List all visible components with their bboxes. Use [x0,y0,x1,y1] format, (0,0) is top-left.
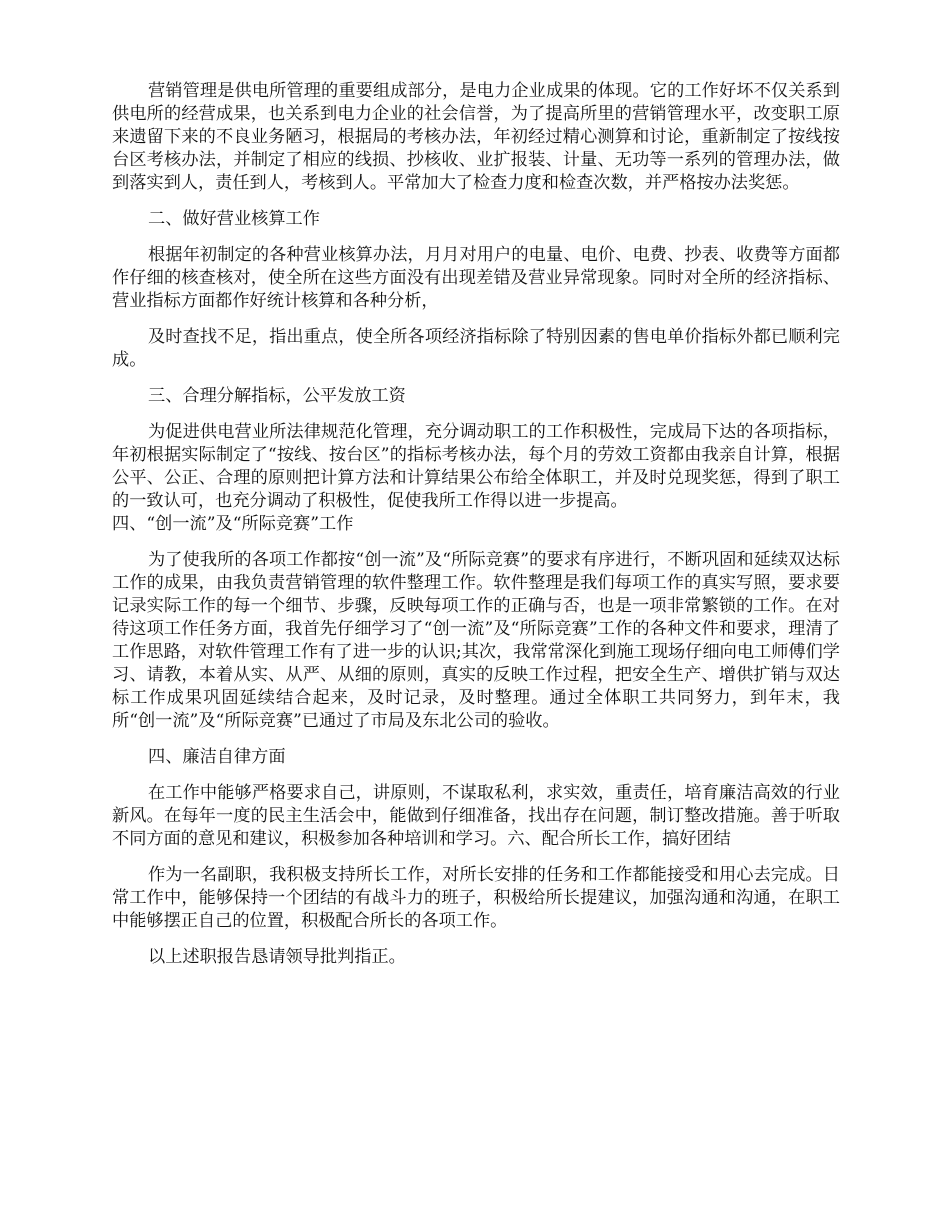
paragraph-first-class-competition: 为了使我所的各项工作都按“创一流”及“所际竞赛”的要求有序进行，不断巩固和延续双达标工作的成果，由我负责营销管理的软件整理工作。软件整理是我们每项工作的真实写照，要求要记录实际工作的每一个细节、步骤，反映每项工作的正确与否，也是一项非常繁锁的工作。在对待这项工作任务方面，我首先仔细学习了“创一流”及“所际竞赛”工作的各种文件和要求，理清了工作思路，对软件管理工作有了进一步的认识;其次，我常常深化到施工现场仔细向电工师傅们学习、请教，本着从实、从严、从细的原则，真实的反映工作过程，把安全生产、增供扩销与双达标工作成果巩固延续结合起来，及时记录，及时整理。通过全体职工共同努力，到年末，我所“创一流”及“所际竞赛”已通过了市局及东北公司的验收。 [112,550,840,731]
heading-indicator-breakdown: 三、合理分解指标，公平发放工资 [148,386,406,406]
paragraph-support-director: 作为一名副职，我积极支持所长工作，对所长安排的任务和工作都能接受和用心去完成。日常工作中，能够保持一个团结的有战斗力的班子，积极给所长提建议，加强沟通和沟通，在职工中能够摆正自己的位置，积极配合所长的各项工作。 [112,865,840,931]
paragraph-indicator-breakdown: 为促进供电营业所法律规范化管理，充分调动职工的工作积极性，完成局下达的各项指标，年初根据实际制定了“按线、按台区”的指标考核办法，每个月的劳效工资都由我亲自计算，根据公平、公正、合理的原则把计算方法和计算结果公布给全体职工，并及时兑现奖惩，得到了职工的一致认可，也充分调动了积极性，促使我所工作得以进一步提高。 [112,422,840,511]
paragraph-integrity-self-discipline: 在工作中能够严格要求自己，讲原则，不谋取私利，求实效，重责任，培育廉洁高效的行业新风。在每年一度的民主生活会中，能做到仔细准备，找出存在问题，制订整改措施。善于听取不同方面的意见和建议，积极参加各种培训和学习。六、配合所长工作，搞好团结 [112,783,840,849]
document-page [112,80,840,982]
paragraph-find-shortcomings: 及时查找不足，指出重点，使全所各项经济指标除了特别因素的售电单价指标外都已顺利完成。 [112,327,840,370]
paragraph-marketing-management: 营销管理是供电所管理的重要组成部分，是电力企业成果的体现。它的工作好坏不仅关系到供电所的经营成果，也关系到电力企业的社会信誉，为了提高所里的营销管理水平，改变职工原来遗留下来的不良业务陋习，根据局的考核办法，年初经过精心测算和讨论，重新制定了按线按台区考核办法，并制定了相应的线损、抄核收、业扩报装、计量、无功等一系列的管理办法，做到落实到人，责任到人，考核到人。平常加大了检查力度和检查次数，并严格按办法奖惩。 [112,81,840,193]
paragraph-business-accounting: 根据年初制定的各种营业核算办法，月月对用户的电量、电价、电费、抄表、收费等方面都作仔细的核查核对，使全所在这些方面没有出现差错及营业异常现象。同时对全所的经济指标、营业指标方面都作好统计核算和各种分析， [112,245,840,311]
heading-business-accounting: 二、做好营业核算工作 [148,209,320,229]
heading-integrity-self-discipline: 四、廉洁自律方面 [148,747,286,767]
paragraph-closing-remark: 以上述职报告恳请领导批判指正。 [148,947,406,967]
heading-first-class-competition: 四、“创一流”及“所际竞赛”工作 [112,514,354,534]
